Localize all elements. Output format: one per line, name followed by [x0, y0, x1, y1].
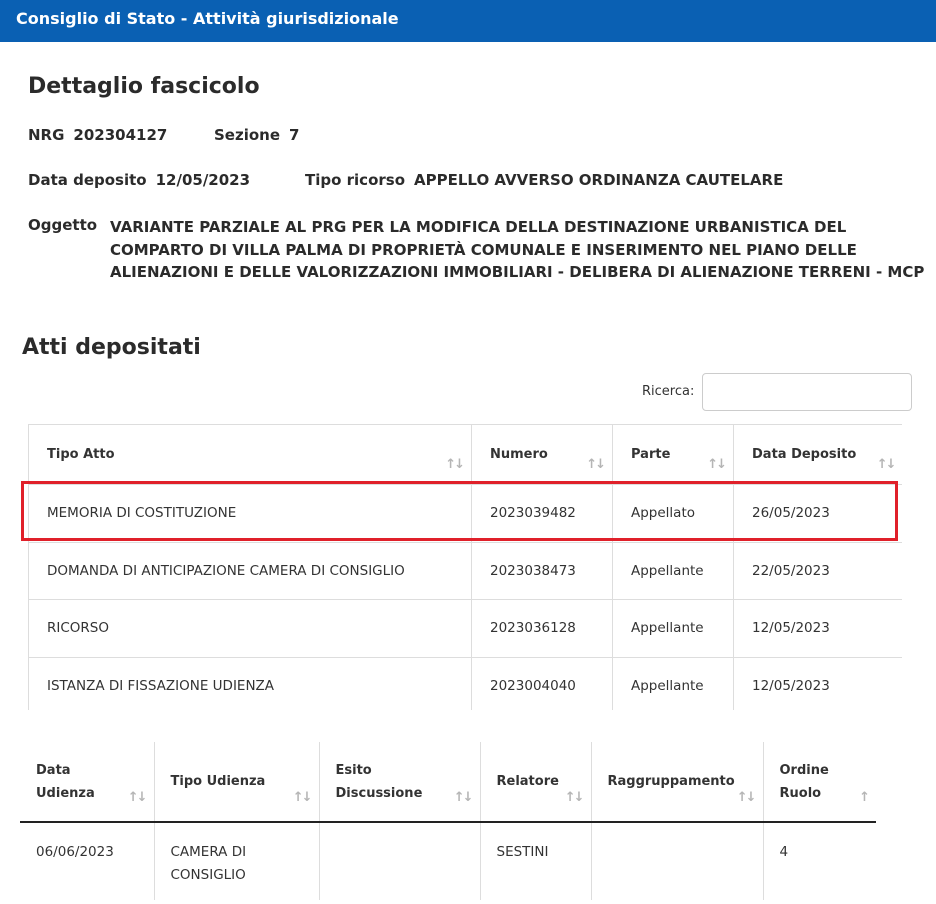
- sort-arrows-icon[interactable]: ↑↓: [707, 457, 725, 472]
- oggetto-value: VARIANTE PARZIALE AL PRG PER LA MODIFICA DELLA DESTINAZIONE URBANISTICA DEL COMPARTO DI VILLA PALMA DI PROPRIETÀ COMUNALE E INSERIMENTO NEL PIANO DELLE ALIENAZIONI E DELLE VALORIZZAZIONI IMMOBILIARI - DELIBERA DI ALIENAZIONE TERRENI - MCP: [110, 218, 925, 281]
- sezione-field: [214, 126, 299, 144]
- search-label: Ricerca:: [642, 384, 695, 399]
- cell-relatore: SESTINI: [480, 822, 591, 900]
- sort-arrows-icon[interactable]: ↑↓: [876, 457, 895, 472]
- table-header-row: [20, 742, 876, 822]
- search-input[interactable]: [702, 373, 912, 411]
- table-row[interactable]: [29, 485, 903, 543]
- table-header-row: [29, 425, 903, 485]
- cell-tipo-atto: DOMANDA DI ANTICIPAZIONE CAMERA DI CONSIGLIO: [29, 542, 472, 600]
- cell-ordine-ruolo: 4: [763, 822, 876, 900]
- cell-tipo-udienza: CAMERA DI CONSIGLIO: [154, 822, 319, 900]
- col-ordine-ruolo[interactable]: Ordine Ruolo ↑: [763, 742, 876, 822]
- cell-data-deposito: 26/05/2023: [734, 485, 903, 543]
- cell-parte: Appellante: [613, 600, 734, 658]
- tipo-ricorso-field: [305, 171, 783, 189]
- col-data-udienza[interactable]: Data Udienza ↑↓: [20, 742, 154, 822]
- cell-numero: 2023036128: [472, 600, 613, 658]
- cell-parte: Appellato: [613, 485, 734, 543]
- cell-tipo-atto: RICORSO: [29, 600, 472, 658]
- col-esito-discussione[interactable]: Esito Discussione ↑↓: [319, 742, 480, 822]
- sort-arrows-icon[interactable]: ↑↓: [127, 790, 146, 805]
- sort-arrows-icon[interactable]: ↑↓: [586, 457, 604, 472]
- tipo-ricorso-value: APPELLO AVVERSO ORDINANZA CAUTELARE: [414, 171, 784, 189]
- nrg-field: [28, 126, 167, 144]
- col-tipo-atto[interactable]: Tipo Atto ↑↓: [29, 425, 472, 485]
- cell-esito-discussione: [319, 822, 480, 900]
- data-deposito-field: [28, 171, 250, 189]
- table-row[interactable]: [20, 822, 876, 900]
- table-row[interactable]: [29, 657, 903, 710]
- atti-heading: Atti depositati: [22, 335, 201, 360]
- cell-parte: Appellante: [613, 657, 734, 710]
- cell-tipo-atto: MEMORIA DI COSTITUZIONE: [29, 485, 472, 543]
- cell-parte: Appellante: [613, 542, 734, 600]
- cell-data-deposito: 12/05/2023: [734, 600, 903, 658]
- tipo-ricorso-label: Tipo ricorso: [305, 171, 406, 189]
- col-data-deposito[interactable]: Data Deposito ↑↓: [734, 425, 903, 485]
- atti-table-container: [28, 424, 902, 710]
- col-tipo-udienza[interactable]: Tipo Udienza ↑↓: [154, 742, 319, 822]
- cell-tipo-atto: ISTANZA DI FISSAZIONE UDIENZA: [29, 657, 472, 710]
- cell-raggruppamento: [591, 822, 763, 900]
- sezione-value: 7: [289, 126, 300, 144]
- nrg-label: NRG: [28, 126, 65, 144]
- col-numero[interactable]: Numero ↑↓: [472, 425, 613, 485]
- sort-arrows-icon[interactable]: ↑↓: [564, 790, 583, 805]
- nrg-value: 202304127: [73, 126, 168, 144]
- data-deposito-value: 12/05/2023: [155, 171, 251, 189]
- table-row[interactable]: [29, 542, 903, 600]
- sort-arrows-icon[interactable]: ↑↓: [292, 790, 311, 805]
- col-raggruppamento[interactable]: Raggruppamento ↑↓: [591, 742, 763, 822]
- cell-numero: 2023038473: [472, 542, 613, 600]
- cell-data-udienza: 06/06/2023: [36, 844, 114, 860]
- oggetto-label: Oggetto: [28, 216, 98, 234]
- col-relatore[interactable]: Relatore ↑↓: [480, 742, 591, 822]
- app-title: Consiglio di Stato - Attività giurisdizionale: [16, 9, 399, 28]
- cell-data-deposito: 22/05/2023: [734, 542, 903, 600]
- table-row[interactable]: [29, 600, 903, 658]
- udienze-table: [20, 742, 876, 900]
- sort-arrows-icon[interactable]: ↑↓: [445, 457, 463, 472]
- sort-up-icon[interactable]: ↑: [859, 790, 868, 805]
- udienze-table-container: [20, 742, 876, 904]
- atti-table: [28, 424, 902, 710]
- cell-numero: 2023039482: [472, 485, 613, 543]
- sort-arrows-icon[interactable]: ↑↓: [736, 790, 755, 805]
- cell-data-deposito: 12/05/2023: [734, 657, 903, 710]
- sezione-label: Sezione: [214, 126, 281, 144]
- cell-numero: 2023004040: [472, 657, 613, 710]
- top-bar: [0, 0, 936, 42]
- sort-arrows-icon[interactable]: ↑↓: [453, 790, 472, 805]
- page-title: Dettaglio fascicolo: [28, 74, 260, 99]
- data-deposito-label: Data deposito: [28, 171, 147, 189]
- col-parte[interactable]: Parte ↑↓: [613, 425, 734, 485]
